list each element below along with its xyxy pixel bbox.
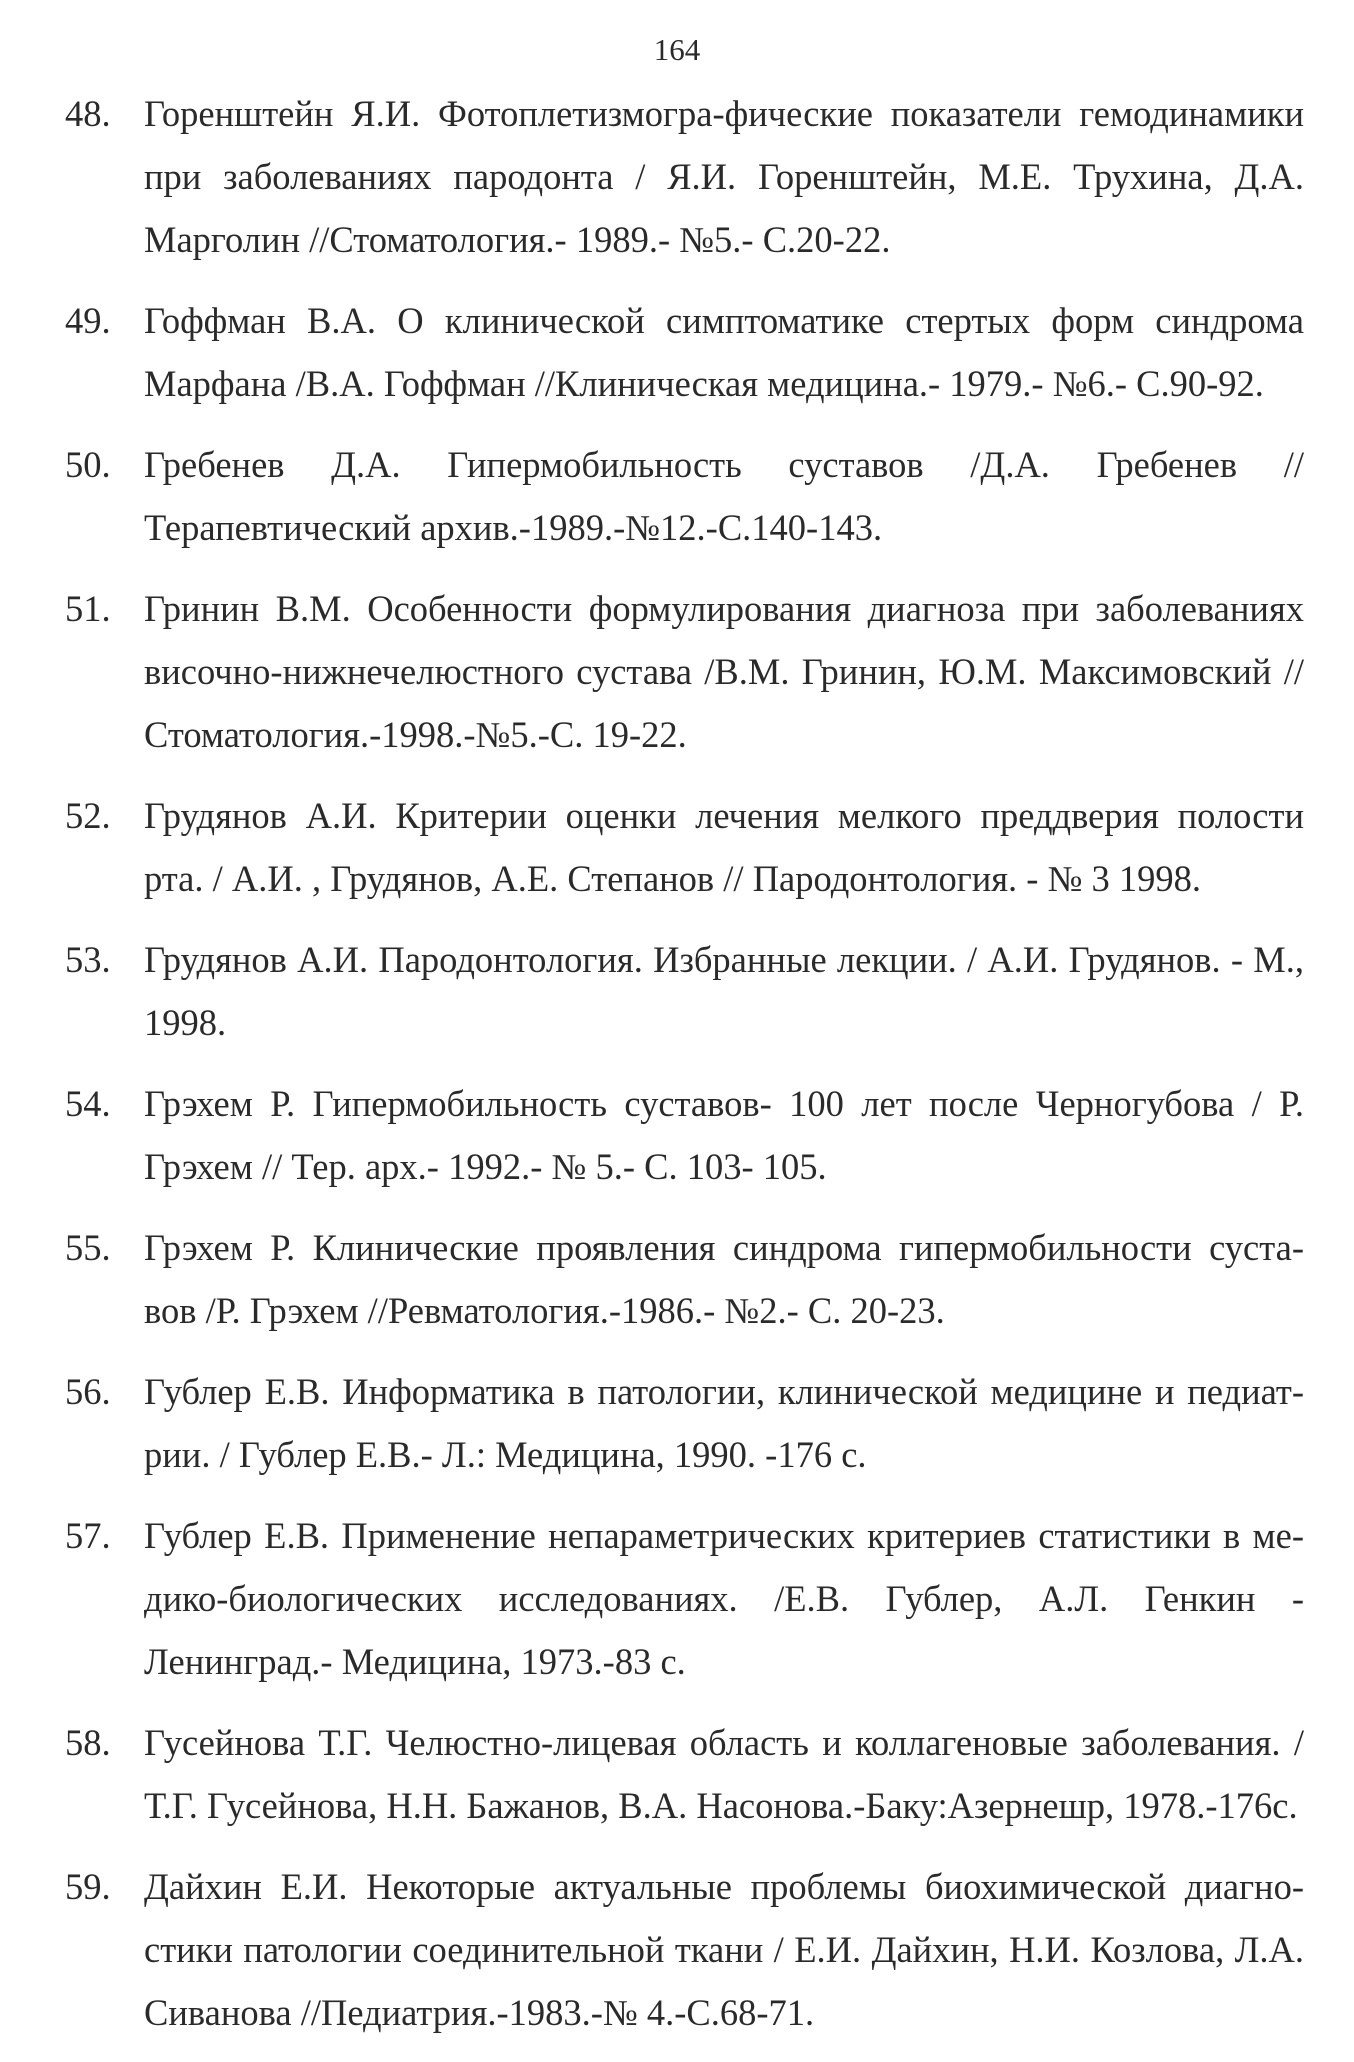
reference-item (0, 928, 1354, 1054)
reference-text: Гублер Е.В. Применение непараметрических критериев статистики в ме-дико-биологических исследованиях. /Е.В. Гублер, А.Л. Генкин - Ленинград.- Медицина, 1973.-83 с. (144, 1515, 1304, 1682)
reference-item (0, 289, 1354, 415)
reference-number: 52. (65, 795, 111, 836)
reference-text: Грудянов А.И. Критерии оценки лечения мелкого преддверия полости рта. / А.И. , Грудянов, А.Е. Степанов // Пародонтология. - № 3 1998. (144, 795, 1304, 899)
reference-number: 58. (65, 1722, 111, 1763)
reference-number: 56. (65, 1371, 111, 1412)
reference-text: Горенштейн Я.И. Фотоплетизмогра-фические показатели гемодинамики при заболеваниях пародонта / Я.И. Горенштейн, М.Е. Трухина, Д.А. Марголин //Стоматология.- 1989.- №5.- С.20-22. (144, 93, 1304, 260)
reference-text: Гусейнова Т.Г. Челюстно-лицевая область и коллагеновые заболевания. /Т.Г. Гусейнова, Н.Н. Бажанов, В.А. Насонова.-Баку:Азернешр, 1978.-176с. (144, 1722, 1304, 1826)
reference-number: 54. (65, 1083, 111, 1124)
reference-number: 49. (65, 300, 111, 341)
reference-text: Гребенев Д.А. Гипермобильность суставов /Д.А. Гребенев //Терапевтический архив.-1989.-№12.-С.140-143. (144, 444, 1304, 548)
reference-number: 51. (65, 588, 111, 629)
reference-item (0, 577, 1354, 766)
reference-text: Гринин В.М. Особенности формулирования диагноза при заболеваниях височно-нижнечелюстного сустава /В.М. Гринин, Ю.М. Максимовский //Стоматология.-1998.-№5.-С. 19-22. (144, 588, 1304, 755)
reference-item (0, 82, 1354, 271)
reference-number: 59. (65, 1866, 111, 1907)
reference-text: Гублер Е.В. Информатика в патологии, клинической медицине и педиат-рии. / Гублер Е.В.- Л.: Медицина, 1990. -176 с. (144, 1371, 1304, 1475)
reference-item (0, 1072, 1354, 1198)
reference-text: Дайхин Е.И. Некоторые актуальные проблемы биохимической диагно-стики патологии соединительной ткани / Е.И. Дайхин, Н.И. Козлова, Л.А. Сиванова //Педиатрия.-1983.-№ 4.-С.68-71. (144, 1866, 1304, 2033)
reference-item (0, 784, 1354, 910)
reference-text: Гоффман В.А. О клинической симптоматике стертых форм синдрома Марфана /В.А. Гоффман //Клиническая медицина.- 1979.- №6.- С.90-92. (144, 300, 1304, 404)
reference-item (0, 433, 1354, 559)
reference-text: Грудянов А.И. Пародонтология. Избранные лекции. / А.И. Грудянов. - М., 1998. (144, 939, 1304, 1043)
reference-text: Грэхем Р. Гипермобильность суставов- 100 лет после Черногубова / Р. Грэхем // Тер. арх.- 1992.- № 5.- С. 103- 105. (144, 1083, 1304, 1187)
reference-number: 53. (65, 939, 111, 980)
page-number: 164 (653, 32, 701, 67)
reference-item (0, 1360, 1354, 1486)
reference-text: Грэхем Р. Клинические проявления синдрома гипермобильности суста-вов /Р. Грэхем //Ревматология.-1986.- №2.- С. 20-23. (144, 1227, 1304, 1331)
reference-number: 48. (65, 93, 111, 134)
reference-list (0, 82, 1354, 2062)
reference-number: 50. (65, 444, 111, 485)
reference-item (0, 1216, 1354, 1342)
reference-number: 55. (65, 1227, 111, 1268)
reference-item (0, 1855, 1354, 2044)
reference-item (0, 1504, 1354, 1693)
reference-number: 57. (65, 1515, 111, 1556)
reference-item (0, 1711, 1354, 1837)
